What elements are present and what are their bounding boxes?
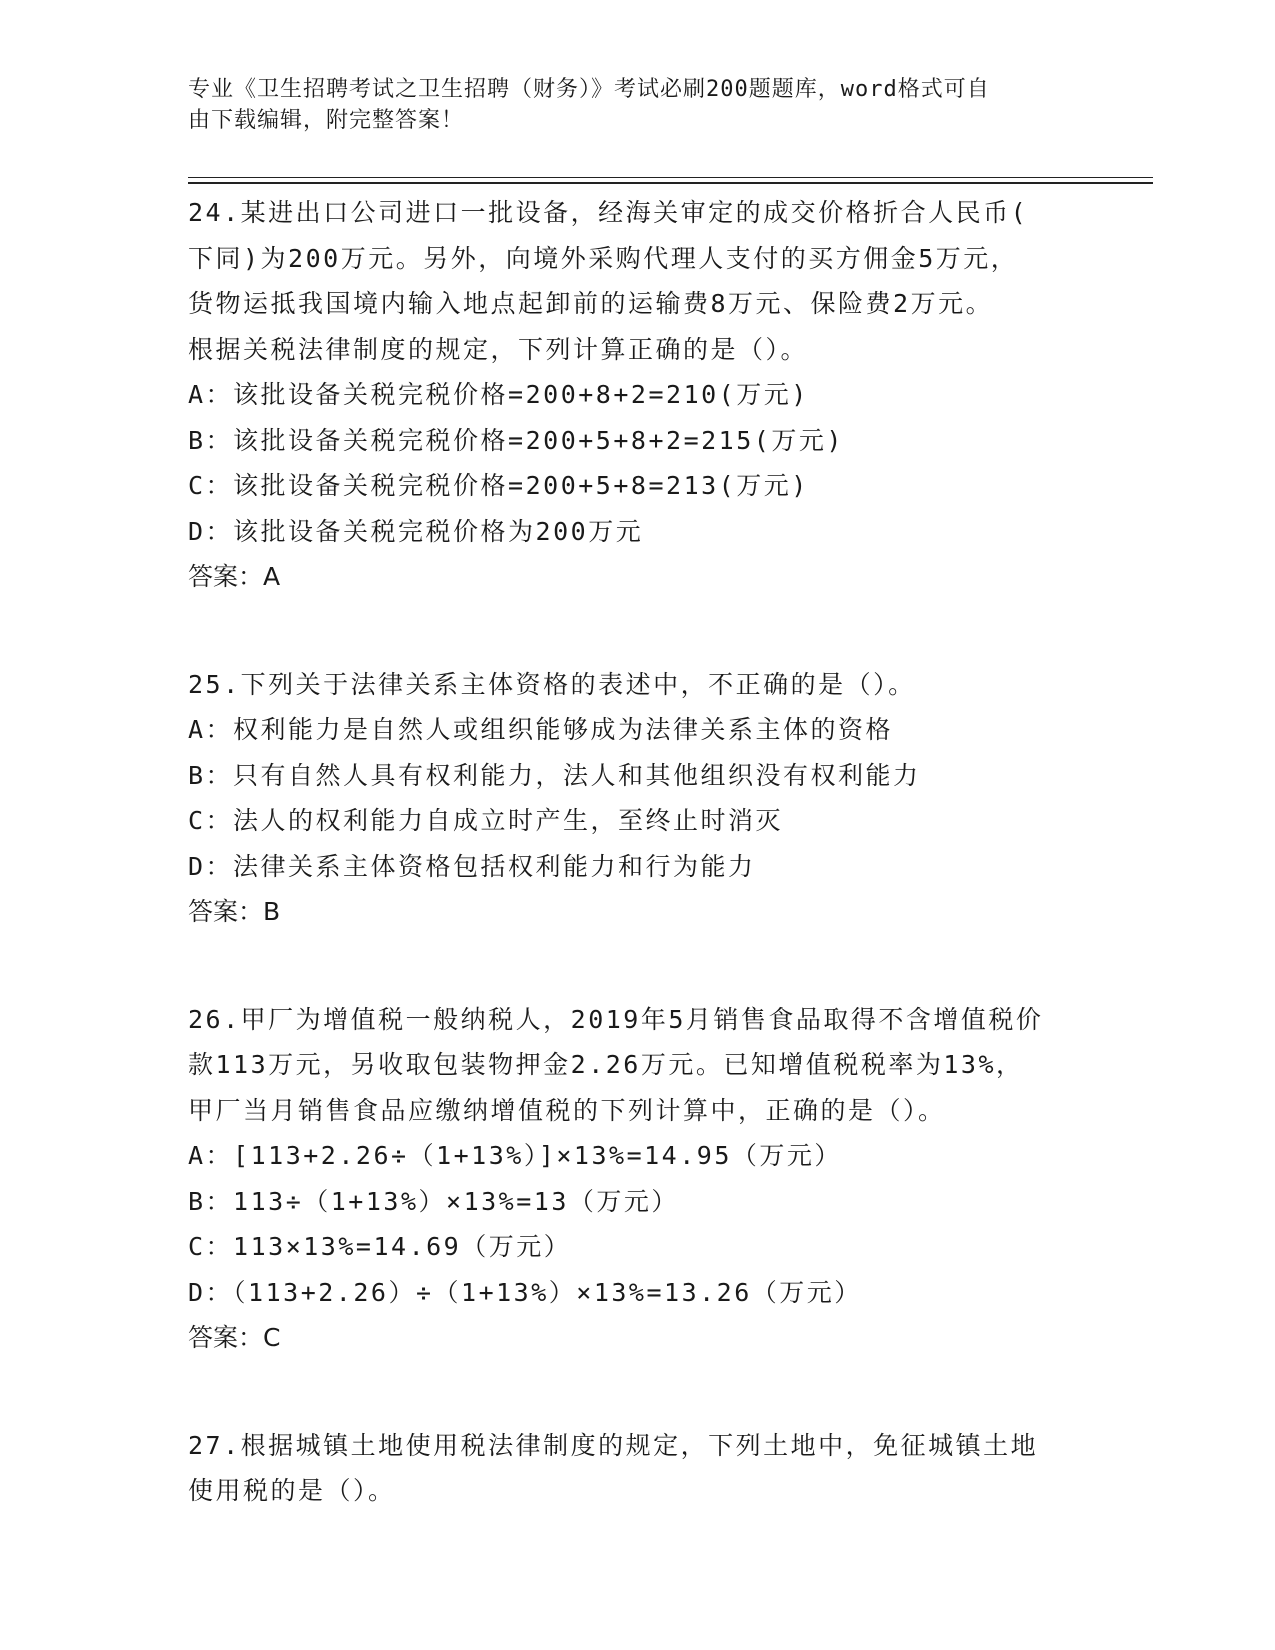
document-header [188, 74, 1068, 136]
question-stem [188, 997, 1088, 1134]
stem-line: 下同)为200万元。另外，向境外采购代理人支付的买方佣金5万元， [188, 243, 1019, 273]
option-a: A：权利能力是自然人或组织能够成为法律关系主体的资格 [188, 715, 894, 744]
answer-label: 答案：B [188, 897, 281, 926]
answer-label: 答案：C [188, 1323, 281, 1352]
question-27 [188, 1423, 1088, 1514]
header-divider-thin [188, 177, 1153, 178]
question-stem [188, 662, 1088, 708]
stem-line: 货物运抵我国境内输入地点起卸前的运输费8万元、保险费2万元。 [188, 289, 994, 318]
question-list [188, 190, 1088, 1576]
option-d: D：（113+2.26）÷（1+13%）×13%=13.26（万元） [188, 1277, 862, 1307]
option-c: C：法人的权利能力自成立时产生，至终止时消灭 [188, 806, 784, 835]
option-b: B：只有自然人具有权利能力，法人和其他组织没有权利能力 [188, 760, 921, 790]
stem-line: 甲厂当月销售食品应缴纳增值税的下列计算中，正确的是（）。 [188, 1095, 946, 1125]
option-c: C：113×13%=14.69（万元） [188, 1232, 572, 1261]
header-line-2: 由下载编辑，附完整答案！ [188, 108, 465, 133]
stem-line: 款113万元，另收取包装物押金2.26万元。已知增值税税率为13%， [188, 1050, 1024, 1079]
stem-line: 26.甲厂为增值税一般纳税人，2019年5月销售食品取得不含增值税价 [188, 1004, 1044, 1034]
option-b: B：113÷（1+13%）×13%=13（万元） [188, 1186, 679, 1216]
stem-line: 24.某进出口公司进口一批设备，经海关审定的成交价格折合人民币( [188, 198, 1029, 227]
question-24 [188, 190, 1088, 600]
question-stem [188, 190, 1088, 372]
stem-line: 25.下列关于法律关系主体资格的表述中，不正确的是（）。 [188, 669, 916, 699]
question-26 [188, 997, 1088, 1361]
header-line-1: 专业《卫生招聘考试之卫生招聘（财务）》考试必刷200题题库，word格式可自 [188, 77, 990, 102]
answer-label: 答案：A [188, 562, 281, 591]
question-stem [188, 1423, 1088, 1514]
stem-line: 27.根据城镇土地使用税法律制度的规定，下列土地中，免征城镇土地 [188, 1430, 1039, 1460]
stem-line: 使用税的是（）。 [188, 1476, 396, 1505]
option-a: A：该批设备关税完税价格=200+8+2=210(万元) [188, 380, 809, 409]
option-d: D：该批设备关税完税价格为200万元 [188, 516, 644, 546]
question-25 [188, 662, 1088, 935]
option-b: B：该批设备关税完税价格=200+5+8+2=215(万元) [188, 425, 844, 455]
option-a: A：[113+2.26÷（1+13%）]×13%=14.95（万元） [188, 1141, 842, 1170]
stem-line: 根据关税法律制度的规定，下列计算正确的是（）。 [188, 334, 809, 364]
header-divider-thick [188, 182, 1153, 184]
option-d: D：法律关系主体资格包括权利能力和行为能力 [188, 851, 756, 881]
option-c: C：该批设备关税完税价格=200+5+8=213(万元) [188, 471, 809, 500]
